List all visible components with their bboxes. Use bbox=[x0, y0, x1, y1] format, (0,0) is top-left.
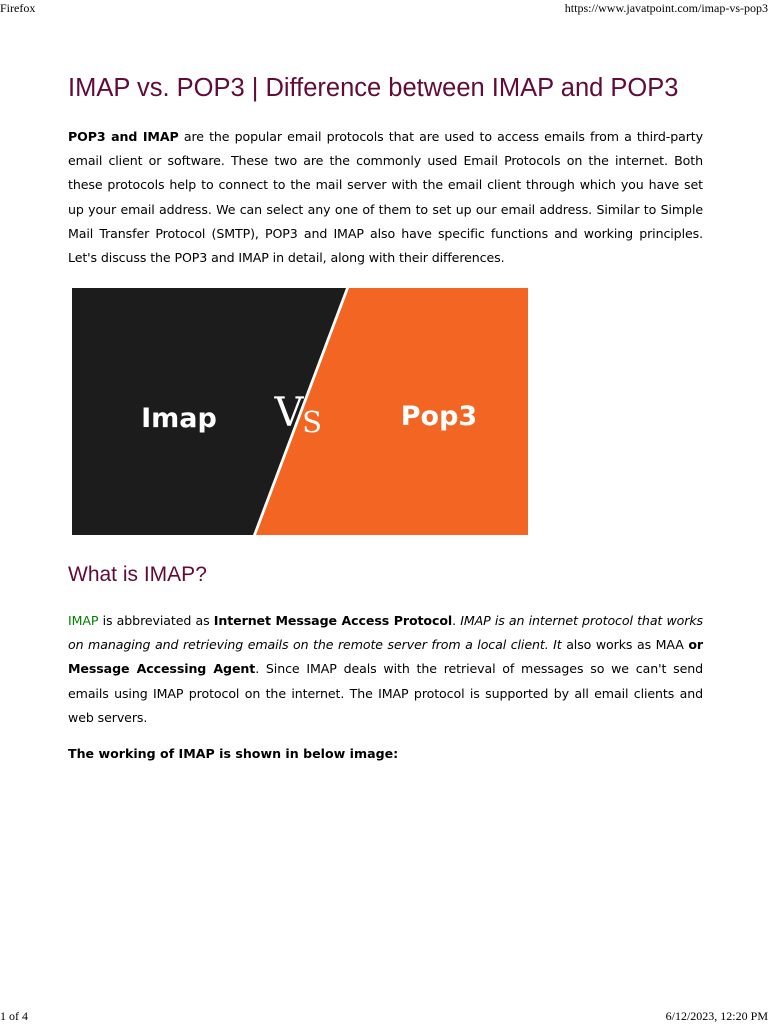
banner-vs-v: V bbox=[274, 390, 304, 436]
print-footer-timestamp: 6/12/2023, 12:20 PM bbox=[665, 1009, 768, 1023]
imap-bold-maa: or Message Accessing Agent bbox=[68, 637, 703, 677]
section-heading-what-is-imap: What is IMAP? bbox=[68, 563, 207, 586]
print-footer-page-number: 1 of 4 bbox=[0, 1009, 28, 1023]
print-header-app-name: Firefox bbox=[0, 1, 36, 15]
imap-vs-pop3-banner bbox=[72, 288, 528, 535]
intro-text: are the popular email protocols that are used to access emails from a third-party email client or software. These two are the commonly used Email Protocols on the internet. Both these protocols help to connect to the mail server with the email client through which you have set up your email address. We can select any one of them to set up our email address. Similar to Simple Mail Transfer Protocol (SMTP), POP3 and IMAP also have specific functions and working principles. Let's discuss the POP3 and IMAP in detail, along with their differences. bbox=[68, 129, 703, 266]
print-header bbox=[0, 1, 768, 17]
banner-right-label: Pop3 bbox=[400, 401, 478, 432]
print-header-url: https://www.javatpoint.com/imap-vs-pop3 bbox=[564, 1, 768, 15]
imap-text-2: . bbox=[452, 613, 461, 628]
imap-text-1: is abbreviated as bbox=[98, 613, 214, 628]
imap-bold-full-name: Internet Message Access Protocol bbox=[213, 613, 453, 628]
intro-bold-lead: POP3 and IMAP bbox=[68, 129, 179, 144]
imap-working-caption: The working of IMAP is shown in below image: bbox=[68, 746, 399, 761]
page-title: IMAP vs. POP3 | Difference between IMAP and POP3 bbox=[68, 74, 679, 102]
banner-left-label: Imap bbox=[141, 403, 217, 434]
intro-paragraph bbox=[68, 125, 703, 270]
imap-definition-paragraph bbox=[68, 609, 703, 730]
banner-vs-s: S bbox=[302, 405, 322, 439]
imap-italic-definition: IMAP is an internet protocol that works on managing and retrieving emails on the remote server from a local client. It bbox=[68, 613, 704, 653]
imap-text-3: also works as MAA bbox=[561, 637, 689, 653]
imap-text-4: . Since IMAP deals with the retrieval of messages so we can't send emails using IMAP protocol on the internet. The IMAP protocol is supported by all email clients and web servers. bbox=[68, 661, 703, 725]
print-footer bbox=[0, 1009, 768, 1025]
imap-link[interactable]: IMAP bbox=[68, 613, 99, 628]
